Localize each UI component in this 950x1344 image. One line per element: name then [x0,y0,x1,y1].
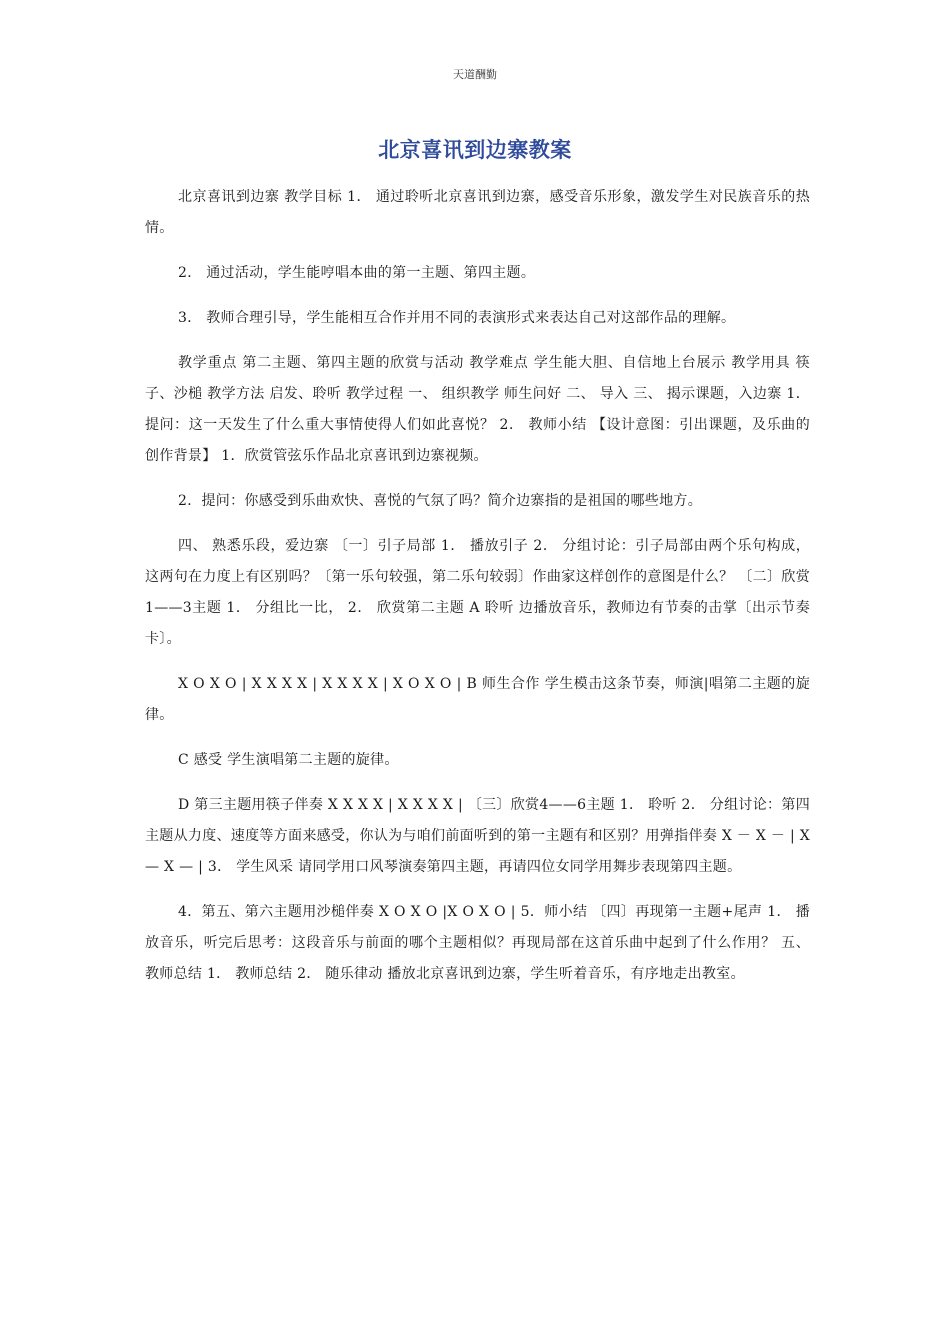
paragraph-key-points-process: 教学重点 第二主题、第四主题的欣赏与活动 教学难点 学生能大胆、自信地上台展示 教学用具 筷子、沙槌 教学方法 启发、聆听 教学过程 一、 组织教学 师生问好 二、 导入 三、 揭示课题，入边寨 1．提问：这一天发生了什么重大事情使得人们如此喜悦？ 2． 教师小结 【设计意图：引出课题，及乐曲的创作背景】 1．欣赏管弦乐作品北京喜讯到边寨视频。 [145,355,810,464]
paragraph-feel: C 感受 学生演唱第二主题的旋律。 [178,752,399,768]
paragraph-objective-2: 2． 通过活动，学生能哼唱本曲的第一主题、第四主题。 [178,265,536,281]
document-title: 北京喜讯到边寨教案 [378,138,572,162]
paragraph-fifth-theme-summary: 4．第五、第六主题用沙槌伴奏 X O X O |X O X O | 5．师小结 〔四〕再现第一主题+尾声 1． 播放音乐，听完后思考：这段音乐与前面的哪个主题相似？再现局部在这首乐曲中起到了什么作用？ 五、 教师总结 1． 教师总结 2． 随乐律动 播放北京喜讯到边寨，学生听着音乐，有序地走出教室。 [145,904,810,982]
paragraph-objectives: 北京喜讯到边寨 教学目标 1． 通过聆听北京喜讯到边寨，感受音乐形象，激发学生对民族音乐的热情。 [145,189,810,236]
paragraph-objective-3: 3． 教师合理引导，学生能相互合作并用不同的表演形式来表达自己对这部作品的理解。 [178,310,736,326]
paragraph-section-four: 四、 熟悉乐段，爱边寨 〔一〕引子局部 1． 播放引子 2． 分组讨论：引子局部由两个乐句构成，这两句在力度上有区别吗？〔第一乐句较强，第二乐句较弱〕作曲家这样创作的意图是什么？ 〔二〕欣赏1——3主题 1． 分组比一比， 2． 欣赏第二主题 A 聆听 边播放音乐，教师边有节奏的击掌〔出示节奏卡〕。 [145,538,810,647]
page-header: 天道酬勤 [453,68,497,81]
paragraph-rhythm: X O X O | X X X X | X X X X | X O X O | B 师生合作 学生模击这条节奏，师演|唱第二主题的旋律。 [145,676,810,723]
paragraph-question: 2．提问：你感受到乐曲欢快、喜悦的气氛了吗？简介边寨指的是祖国的哪些地方。 [178,493,703,509]
document-body [145,182,810,1004]
paragraph-third-theme: D 第三主题用筷子伴奏 X X X X | X X X X | 〔三〕欣赏4——6主题 1． 聆听 2． 分组讨论：第四主题从力度、速度等方面来感受，你认为与咱们前面听到的第一主题有和区别？用弹指伴奏 X － X － | X — X — | 3． 学生风采 请同学用口风琴演奏第四主题，再请四位女同学用舞步表现第四主题。 [145,797,810,875]
